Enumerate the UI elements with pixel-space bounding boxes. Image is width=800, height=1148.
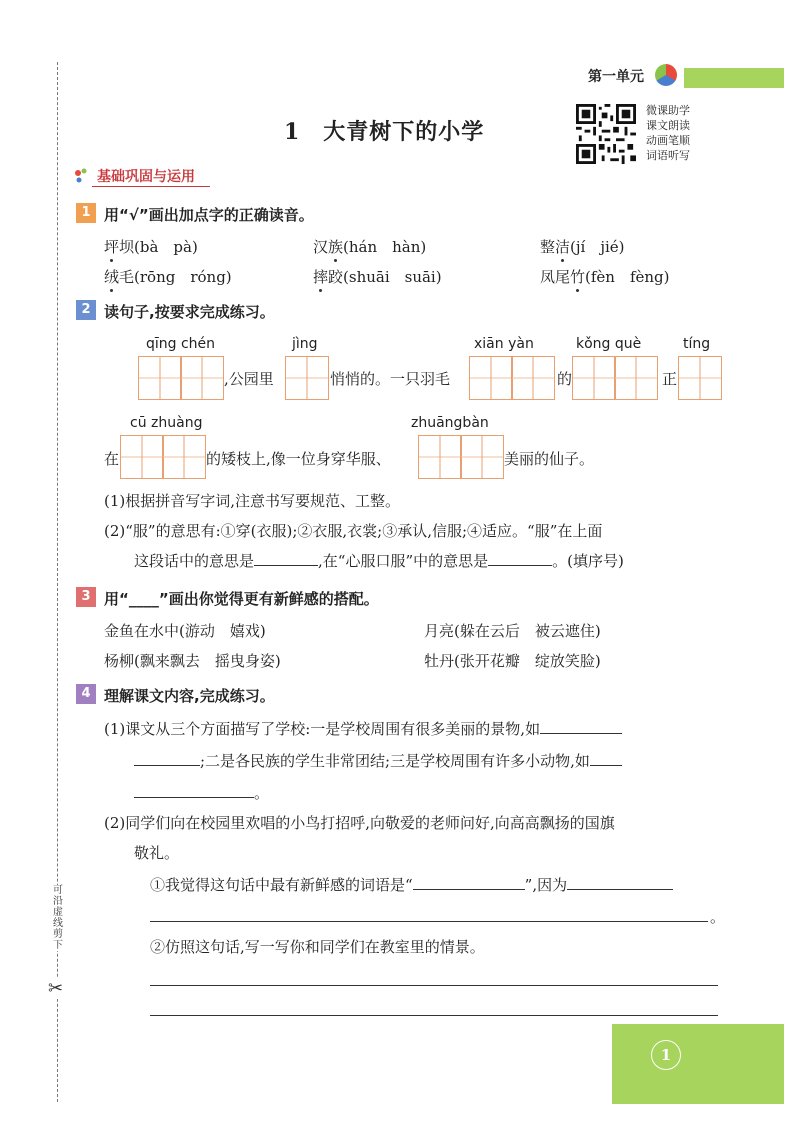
question-number: 2 — [76, 300, 96, 320]
sentence-text: 美丽的仙子。 — [504, 450, 595, 468]
sub-text: 。 — [254, 784, 270, 802]
item-rest: 毛(rōng róng) — [119, 268, 232, 286]
cut-note: 可沿虚线剪下 — [53, 885, 63, 951]
section-dots-icon — [74, 168, 92, 184]
question-title: 读句子,按要求完成练习。 — [104, 303, 275, 321]
sub-question: (2)同学们向在校园里欢唱的小鸟打招呼,向敬爱的老师问好,向高高飘扬的国旗 — [104, 814, 615, 832]
qr-feature: 课文朗读 — [646, 119, 690, 132]
sentence-text: 的矮枝上,像一位身穿华服、 — [206, 450, 391, 468]
pinyin-label: cū zhuàng — [130, 415, 203, 431]
sub-question-line — [134, 750, 622, 771]
sub-question: (2)“服”的意思有:①穿(衣服);②衣服,衣裳;③承认,信服;④适应。“服”在上面 — [104, 522, 603, 540]
answer-blank[interactable] — [488, 565, 552, 566]
scissors-icon: ✂ — [48, 978, 64, 999]
answer-blank[interactable] — [134, 797, 254, 798]
item-pre: 凤尾 — [540, 268, 571, 286]
sub-text: 这段话中的意思是 — [134, 552, 255, 570]
question-title: 用“____”画出你觉得更有新鲜感的搭配。 — [104, 590, 379, 608]
lesson-title: 1 大青树下的小学 — [284, 119, 485, 145]
writing-box[interactable] — [511, 356, 555, 400]
choice-item[interactable]: 牡丹(张开花瓣 绽放笑脸) — [424, 652, 601, 670]
period: 。 — [710, 908, 726, 926]
writing-box[interactable] — [469, 356, 513, 400]
sentence-text: 正 — [662, 370, 678, 388]
answer-blank[interactable] — [254, 565, 318, 566]
pinyin-item[interactable] — [104, 266, 232, 287]
pinyin-item[interactable] — [540, 266, 670, 287]
sub-question-line — [134, 782, 269, 803]
sub-text: ;二是各民族的学生非常团结;三是学校周围有许多小动物,如 — [200, 752, 590, 770]
pinyin-item[interactable] — [313, 266, 442, 287]
question-title: 理解课文内容,完成练习。 — [104, 687, 275, 705]
color-ball-icon — [655, 64, 677, 86]
item-rest: 坝(bà pà) — [119, 238, 198, 256]
pinyin-label: kǒng què — [576, 336, 642, 352]
item-pre: 整 — [540, 238, 556, 256]
choice-item[interactable]: 金鱼在水中(游动 嬉戏) — [104, 622, 266, 640]
writing-box[interactable] — [285, 356, 329, 400]
item-rest: (fèn fèng) — [585, 268, 670, 286]
sub-text: ”,因为 — [524, 876, 568, 894]
qr-feature: 词语听写 — [646, 149, 690, 162]
answer-line[interactable] — [150, 1015, 718, 1016]
pinyin-label: jìng — [292, 336, 318, 352]
pinyin-label: tíng — [683, 336, 711, 352]
writing-box[interactable] — [180, 356, 224, 400]
sentence-text: 在 — [104, 450, 120, 468]
pinyin-item[interactable] — [540, 236, 625, 257]
question-title: 用“√”画出加点字的正确读音。 — [104, 206, 314, 224]
sub-question: ②仿照这句话,写一写你和同学们在教室里的情景。 — [150, 938, 485, 956]
qr-code-icon[interactable] — [576, 104, 636, 164]
item-rest: (jí jié) — [570, 238, 625, 256]
section-underline — [92, 186, 210, 187]
sub-question: (1)根据拼音写字词,注意书写要规范、工整。 — [104, 492, 401, 510]
item-rest: 跤(shuāi suāi) — [328, 268, 442, 286]
choice-item[interactable]: 月亮(躲在云后 被云遮住) — [424, 622, 601, 640]
answer-blank[interactable] — [590, 765, 622, 766]
answer-line[interactable] — [150, 921, 708, 922]
sub-text: ①我觉得这句话中最有新鲜感的词语是“ — [150, 876, 413, 894]
answer-blank[interactable] — [540, 733, 622, 734]
answer-line[interactable] — [150, 985, 718, 986]
writing-box[interactable] — [138, 356, 182, 400]
item-rest: (hán hàn) — [343, 238, 427, 256]
qr-feature: 动画笔顺 — [646, 134, 690, 147]
writing-box[interactable] — [460, 435, 504, 479]
question-number: 1 — [76, 203, 96, 223]
question-number: 4 — [76, 684, 96, 704]
section-title: 基础巩固与运用 — [97, 169, 195, 185]
writing-box[interactable] — [418, 435, 462, 479]
dotted-char: 竹 — [570, 268, 586, 286]
answer-blank[interactable] — [134, 765, 200, 766]
sub-question-line — [104, 718, 622, 739]
pinyin-item[interactable] — [104, 236, 198, 257]
sub-question-line — [134, 550, 624, 571]
writing-box[interactable] — [678, 356, 722, 400]
answer-blank[interactable] — [413, 889, 525, 890]
choice-item[interactable]: 杨柳(飘来飘去 摇曳身姿) — [104, 652, 281, 670]
sub-question-line — [150, 874, 673, 895]
dotted-char: 洁 — [555, 238, 571, 256]
unit-label: 第一单元 — [588, 69, 644, 85]
qr-feature: 微课助学 — [646, 104, 690, 117]
pinyin-label: qīng chén — [146, 336, 216, 352]
dotted-char: 摔 — [313, 268, 329, 286]
sub-text: 。(填序号) — [552, 552, 624, 570]
writing-box[interactable] — [614, 356, 658, 400]
sub-text: ,在“心服口服”中的意思是 — [318, 552, 489, 570]
dotted-char: 族 — [328, 238, 344, 256]
sentence-text: 的 — [557, 370, 573, 388]
sub-question: 敬礼。 — [134, 844, 180, 862]
pinyin-label: zhuāngbàn — [411, 415, 489, 431]
qr-feature-list — [646, 103, 690, 163]
pinyin-item[interactable] — [313, 236, 426, 257]
sentence-text: 悄悄的。一只羽毛 — [330, 370, 451, 388]
page-number: 1 — [651, 1040, 681, 1070]
dotted-char: 绒 — [104, 268, 120, 286]
page-corner — [612, 1024, 784, 1104]
sub-text: (1)课文从三个方面描写了学校:一是学校周围有很多美丽的景物,如 — [104, 720, 541, 738]
pinyin-label: xiān yàn — [474, 336, 534, 352]
writing-box[interactable] — [572, 356, 616, 400]
answer-blank[interactable] — [567, 889, 673, 890]
question-number: 3 — [76, 587, 96, 607]
sentence-text: ,公园里 — [224, 370, 274, 388]
unit-bar — [684, 68, 784, 88]
dotted-char: 坪 — [104, 238, 120, 256]
writing-box[interactable] — [162, 435, 206, 479]
writing-box[interactable] — [120, 435, 164, 479]
item-pre: 汉 — [313, 238, 329, 256]
